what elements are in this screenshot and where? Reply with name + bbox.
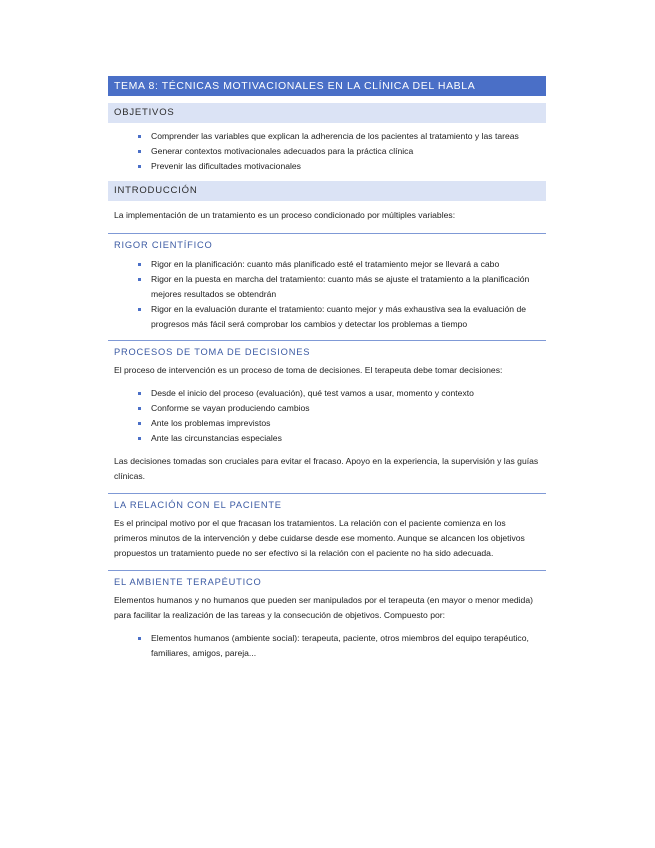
list-item: Prevenir las dificultades motivacionales [138, 159, 546, 174]
subsection-heading-ambiente: EL AMBIENTE TERAPÉUTICO [108, 570, 546, 589]
objetivos-list [108, 129, 546, 174]
section-heading-introduccion: INTRODUCCIÓN [108, 181, 546, 201]
document-page [108, 76, 546, 661]
list-item: Rigor en la puesta en marcha del tratamiento: cuanto más se ajuste el tratamiento a la planificación mejores resultados se obtendrán [138, 272, 546, 302]
list-item: Generar contextos motivacionales adecuados para la práctica clínica [138, 144, 546, 159]
subsection-heading-relacion: LA RELACIÓN CON EL PACIENTE [108, 493, 546, 512]
list-item: Ante las circunstancias especiales [138, 431, 546, 446]
rigor-list [108, 257, 546, 332]
list-item: Elementos humanos (ambiente social): terapeuta, paciente, otros miembros del equipo terapéutico, familiares, amigos, pareja... [138, 631, 546, 661]
decisiones-outro: Las decisiones tomadas son cruciales para evitar el fracaso. Apoyo en la experiencia, la supervisión y las guías clínicas. [114, 456, 539, 481]
list-item: Comprender las variables que explican la adherencia de los pacientes al tratamiento y las tareas [138, 129, 546, 144]
section-heading-objetivos: OBJETIVOS [108, 103, 546, 123]
document-title: TEMA 8: TÉCNICAS MOTIVACIONALES EN LA CLÍNICA DEL HABLA [108, 76, 546, 96]
ambiente-list [108, 631, 546, 661]
list-item: Ante los problemas imprevistos [138, 416, 546, 431]
list-item: Rigor en la planificación: cuanto más planificado esté el tratamiento mejor se llevará a cabo [138, 257, 546, 272]
list-item: Desde el inicio del proceso (evaluación), qué test vamos a usar, momento y contexto [138, 386, 546, 401]
subsection-heading-decisiones: PROCESOS DE TOMA DE DECISIONES [108, 340, 546, 359]
ambiente-text: Elementos humanos y no humanos que pueden ser manipulados por el terapeuta (en mayor o menor medida) para facilitar la realización de las tareas y la consecución de objetivos. Compuesto por: [114, 595, 533, 620]
list-item: Rigor en la evaluación durante el tratamiento: cuanto mejor y más exhaustiva sea la evaluación de progresos más fácil será comprobar los cambios y detectar los problemas a tiempo [138, 302, 546, 332]
relacion-text: Es el principal motivo por el que fracasan los tratamientos. La relación con el paciente comienza en los primeros minutos de la intervención y debe cuidarse desde ese momento. Aunque se alcancen los objetivos propuestos un tratamiento puede no ser efectivo si la relación con el paciente no ha sido adecuada. [114, 518, 525, 558]
decisiones-intro: El proceso de intervención es un proceso de toma de decisiones. El terapeuta debe tomar decisiones: [114, 365, 503, 375]
introduccion-text: La implementación de un tratamiento es un proceso condicionado por múltiples variables: [114, 210, 456, 220]
subsection-heading-rigor: RIGOR CIENTÍFICO [108, 233, 546, 252]
decisiones-list [108, 386, 546, 446]
list-item: Conforme se vayan produciendo cambios [138, 401, 546, 416]
